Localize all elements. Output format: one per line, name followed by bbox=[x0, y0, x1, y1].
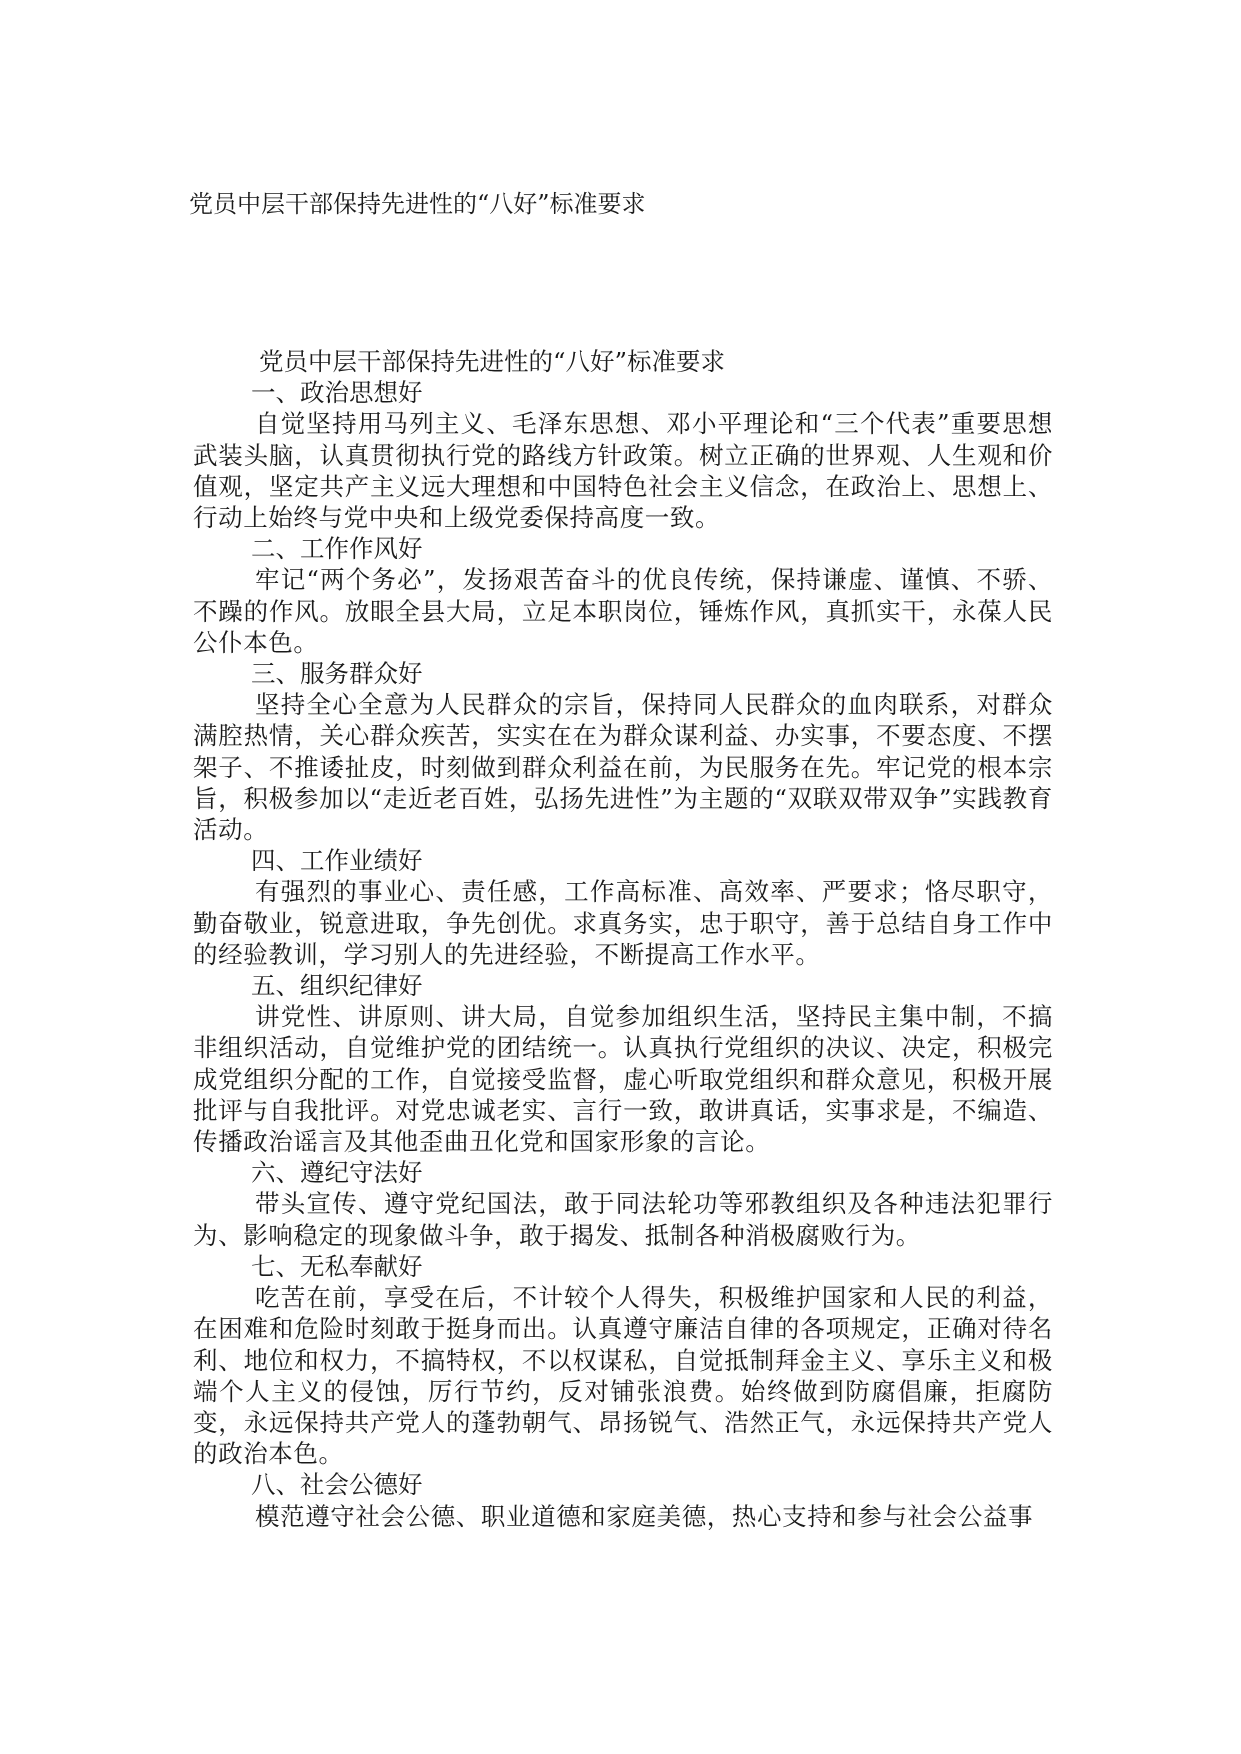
section-paragraph: 有强烈的事业心、责任感，工作高标准、高效率、严要求；恪尽职守，勤奋敬业，锐意进取，争先创优。求真务实，忠于职守，善于总结自身工作中的经验教训，学习别人的先进经验，不断提高工作水平。 bbox=[193, 877, 1053, 969]
section-paragraph: 牢记“两个务必”，发扬艰苦奋斗的优良传统，保持谦虚、谨慎、不骄、不躁的作风。放眼全县大局，立足本职岗位，锤炼作风，真抓实干，永葆人民公仆本色。 bbox=[193, 565, 1053, 657]
section-paragraph: 带头宣传、遵守党纪国法，敢于同法轮功等邪教组织及各种违法犯罪行为、影响稳定的现象做斗争，敢于揭发、抵制各种消极腐败行为。 bbox=[193, 1189, 1053, 1250]
section-paragraph: 吃苦在前，享受在后，不计较个人得失，积极维护国家和人民的利益，在困难和危险时刻敢于挺身而出。认真遵守廉洁自律的各项规定，正确对待名利、地位和权力，不搞特权，不以权谋私，自觉抵制拜金主义、享乐主义和极端个人主义的侵蚀，厉行节约，反对铺张浪费。始终做到防腐倡廉，拒腐防变，永远保持共产党人的蓬勃朝气、昂扬锐气、浩然正气，永远保持共产党人的政治本色。 bbox=[193, 1283, 1053, 1469]
section-heading: 七、无私奉献好 bbox=[251, 1251, 423, 1281]
section-heading: 六、遵纪守法好 bbox=[251, 1158, 423, 1188]
body-title: 党员中层干部保持先进性的“八好”标准要求 bbox=[259, 347, 726, 376]
section-heading: 二、工作作风好 bbox=[251, 534, 423, 564]
section-heading: 五、组织纪律好 bbox=[251, 971, 423, 1001]
section-paragraph: 模范遵守社会公德、职业道德和家庭美德，热心支持和参与社会公益事 bbox=[255, 1501, 1034, 1531]
section-heading: 三、服务群众好 bbox=[251, 659, 423, 689]
section-paragraph: 讲党性、讲原则、讲大局，自觉参加组织生活，坚持民主集中制，不搞非组织活动，自觉维护党的团结统一。认真执行党组织的决议、决定，积极完成党组织分配的工作，自觉接受监督，虚心听取党组织和群众意见，积极开展批评与自我批评。对党忠诚老实、言行一致，敢讲真话，实事求是，不编造、传播政治谣言及其他歪曲丑化党和国家形象的言论。 bbox=[193, 1002, 1053, 1157]
document-body bbox=[193, 346, 1053, 1532]
section-heading: 八、社会公德好 bbox=[251, 1470, 423, 1500]
section-heading: 四、工作业绩好 bbox=[251, 846, 423, 876]
document-title: 党员中层干部保持先进性的“八好”标准要求 bbox=[189, 190, 646, 218]
section-heading: 一、政治思想好 bbox=[251, 378, 423, 408]
section-paragraph: 自觉坚持用马列主义、毛泽东思想、邓小平理论和“三个代表”重要思想武装头脑，认真贯彻执行党的路线方针政策。树立正确的世界观、人生观和价值观，坚定共产主义远大理想和中国特色社会主义信念，在政治上、思想上、行动上始终与党中央和上级党委保持高度一致。 bbox=[193, 409, 1053, 533]
section-paragraph: 坚持全心全意为人民群众的宗旨，保持同人民群众的血肉联系，对群众满腔热情，关心群众疾苦，实实在在为群众谋利益、办实事，不要态度、不摆架子、不推诿扯皮，时刻做到群众利益在前，为民服务在先。牢记党的根本宗旨，积极参加以“走近老百姓，弘扬先进性”为主题的“双联双带双争”实践教育活动。 bbox=[193, 690, 1053, 845]
